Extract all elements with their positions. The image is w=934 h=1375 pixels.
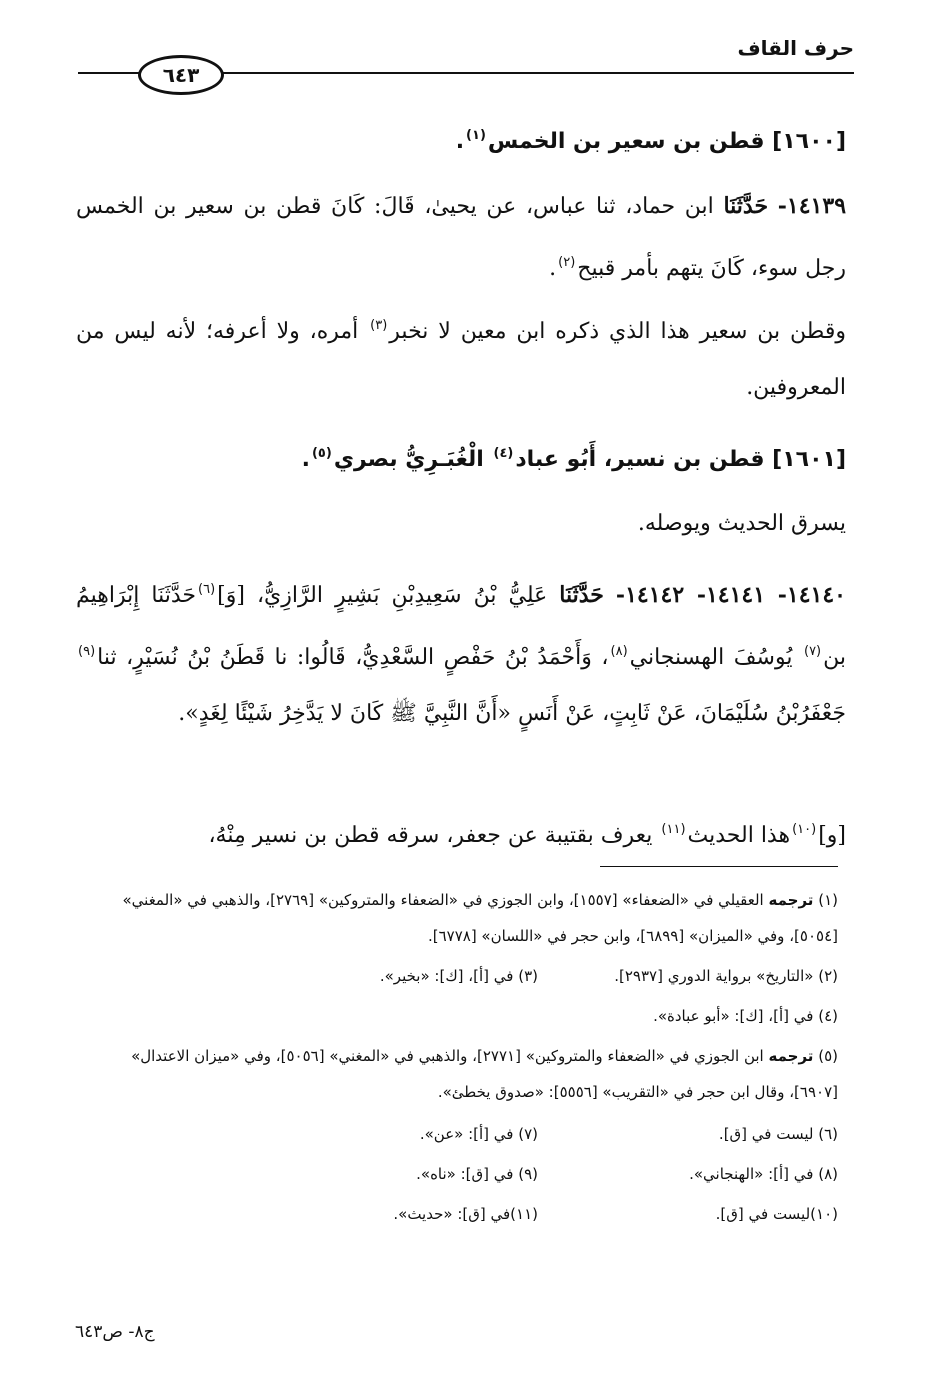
paragraph-text: وقطن بن سعير هذا الذي ذكره ابن معين لا نخبر bbox=[389, 319, 846, 344]
hadith-paragraph-14140 bbox=[76, 562, 846, 742]
paragraph-text: حَدَّثَنَا إِبْرَاهِيمُ بن bbox=[76, 583, 846, 670]
paragraph-text: يسرق الحديث ويوصله. bbox=[637, 511, 846, 536]
footnote-ref: (١) bbox=[466, 128, 486, 143]
entry-heading-text: [١٦٠١] قطن بن نسير، أَبُو عباد bbox=[515, 447, 846, 472]
footnote-6: (٦) ليست في [ق]. bbox=[718, 1125, 838, 1143]
footnote-row bbox=[278, 1116, 838, 1152]
footnote-ref: (٨) bbox=[610, 644, 628, 659]
paragraph-text: ، وَأَحْمَدُ بْنُ حَفْصٍ السَّعْدِيُّ، قَالُوا: نا قَطَنُ بْنُ نُسَيْرٍ، ثنا bbox=[97, 645, 609, 670]
footnote-ref: (٩) bbox=[78, 644, 96, 659]
footnote-ref: (١١) bbox=[661, 822, 686, 837]
paragraph-text: ابن حماد، ثنا عباس، عن يحيىٰ، قَالَ: كَانَ قطن بن سعير بن الخمس رجل سوء، كَانَ يتهم بأمر قبيح bbox=[76, 194, 846, 281]
footnote-4: (٤) في [أ]، [ك]: «أبو عبادة». bbox=[653, 1007, 838, 1025]
footnote-keyword: ترجمه bbox=[768, 1047, 814, 1065]
footnote-ref: (١٠) bbox=[792, 822, 817, 837]
entry-heading-end: . bbox=[301, 447, 310, 472]
paragraph-text: أمره، ولا أعرفه؛ لأنه ليس من المعروفين. bbox=[76, 319, 846, 400]
footnote-3: (٣) في [أ]، [ك]: «بخير». bbox=[379, 967, 538, 985]
footnote-ref: (٦) bbox=[198, 582, 216, 597]
footnote-number: (١) bbox=[818, 891, 838, 909]
footnote-row bbox=[278, 1156, 838, 1192]
volume-page-reference: ج٨- ص٦٤٣ bbox=[75, 1322, 155, 1342]
footnote-8: (٨) في [أ]: «الهنجاني». bbox=[689, 1165, 838, 1183]
footnote-ref: (٥) bbox=[311, 446, 332, 461]
paragraph-text: جَعْفَرُبْنُ سُلَيْمَانَ، عَنْ ثَابِتٍ، عَنْ أَنَسٍ «أَنَّ النَّبِيَّ ﷺ كَانَ لا يَدَّخِرُ شَيْئًا لِغَدٍ». bbox=[178, 701, 846, 726]
paragraph-text: يعرف بقتيبة عن جعفر، سرقه قطن بن نسير مِنْهُ، bbox=[208, 823, 653, 848]
footnote-11: (١١)في [ق]: «حديث». bbox=[393, 1205, 538, 1223]
footnote-1 bbox=[78, 882, 838, 954]
page-number: ٦٤٣ bbox=[138, 55, 224, 95]
footnote-keyword: ترجمه bbox=[768, 891, 814, 909]
footnote-row bbox=[278, 1196, 838, 1232]
footnote-text: العقيلي في «الضعفاء» [١٥٥٧]، وابن الجوزي في «الضعفاء والمتروكين» [٢٧٦٩]، والذهبي في «المغني» [٥٠٥٤]، وفي «الميزان» [٦٨٩٩]، وابن حجر في «اللسان» [٦٧٧٨]. bbox=[122, 891, 838, 945]
paragraph-text: هذا الحديث bbox=[687, 823, 791, 848]
entry-heading-text: الْغُبَـرِيُّ بصري bbox=[333, 447, 492, 472]
footnote-rule bbox=[600, 866, 838, 867]
paragraph-text: [و] bbox=[818, 823, 846, 848]
footnote-number: (٥) bbox=[818, 1047, 838, 1065]
commentary-paragraph bbox=[76, 298, 846, 416]
hadith-paragraph-14139 bbox=[76, 178, 846, 297]
footnote-ref: (٣) bbox=[370, 318, 388, 333]
entry-heading-1601 bbox=[302, 446, 846, 472]
chapter-title: حرف القاف bbox=[737, 36, 854, 60]
footnote-5 bbox=[78, 1038, 838, 1110]
footnote-row bbox=[278, 998, 838, 1034]
hadith-number: ١٤١٣٩- bbox=[777, 193, 847, 219]
footnote-text: ابن الجوزي في «الضعفاء والمتروكين» [٢٧٧١]، والذهبي في «المغني» [٥٠٥٦]، وفي «ميزان الاعتدال» [٦٩٠٧]، وقال ابن حجر في «التقريب» [٥٥٥٦]: «صدوق يخطئ». bbox=[131, 1047, 838, 1101]
entry-heading-end: . bbox=[455, 129, 465, 154]
footnote-ref: (٢) bbox=[558, 255, 576, 270]
closing-paragraph bbox=[76, 802, 846, 864]
footnote-9: (٩) في [ق]: «ناه». bbox=[416, 1165, 538, 1183]
hadith-numbers: ١٤١٤٠- ١٤١٤١- ١٤١٤٢- bbox=[615, 582, 846, 608]
haddathana-word: حَدَّثَنَا bbox=[559, 582, 604, 608]
footnote-10: (١٠)ليست في [ق]. bbox=[715, 1205, 838, 1223]
paragraph-text: يُوسُفَ الهسنجاني bbox=[629, 645, 793, 670]
paragraph-end: . bbox=[549, 256, 557, 281]
footnote-ref: (٤) bbox=[493, 446, 514, 461]
footnote-ref: (٧) bbox=[803, 644, 822, 659]
footnote-7: (٧) في [أ]: «عن». bbox=[419, 1125, 538, 1143]
footnote-row bbox=[278, 958, 838, 994]
footnote-2: (٢) «التاريخ» برواية الدوري [٢٩٣٧]. bbox=[614, 967, 838, 985]
entry-heading-1600 bbox=[456, 128, 846, 154]
description-paragraph bbox=[76, 496, 846, 552]
paragraph-text: عَلِيُّ بْنُ سَعِيدِبْنِ بَشِيرٍ الرَّازِيُّ، [وَ] bbox=[217, 583, 548, 608]
haddathana-word: حَدَّثَنَا bbox=[723, 193, 769, 219]
entry-heading-text: [١٦٠٠] قطن بن سعير بن الخمس bbox=[487, 129, 846, 154]
